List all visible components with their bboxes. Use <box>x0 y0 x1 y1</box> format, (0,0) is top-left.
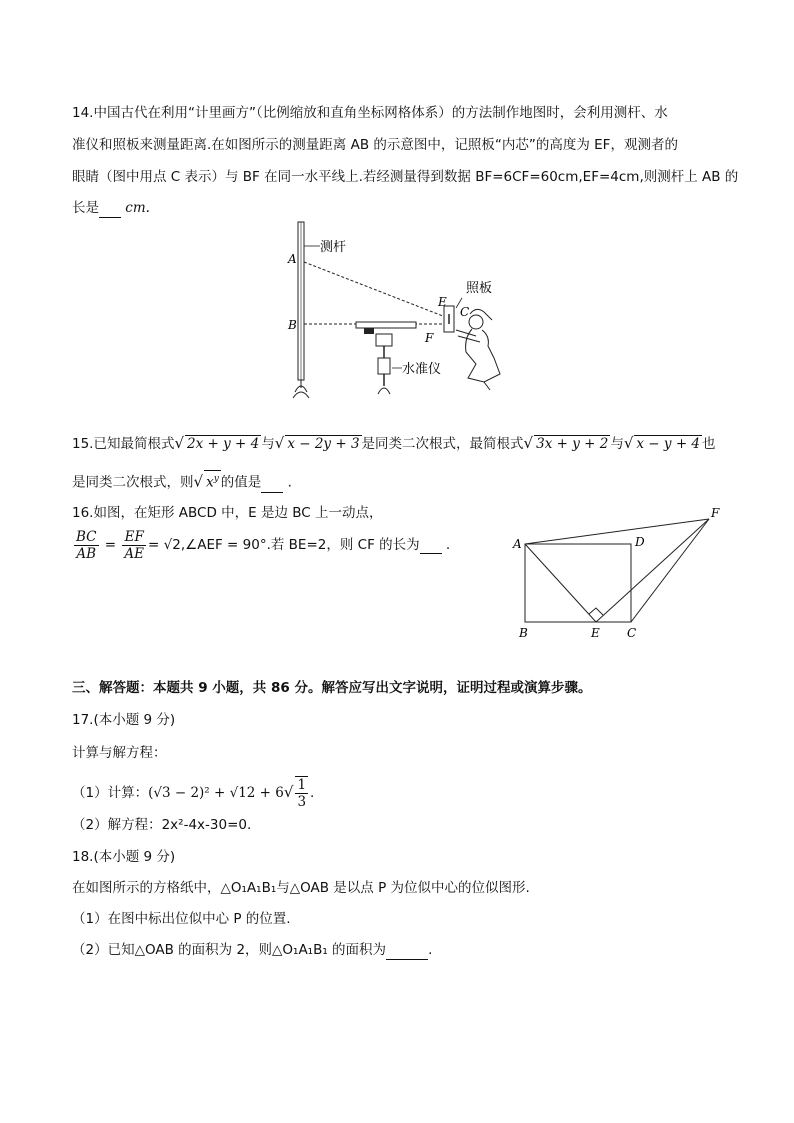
fraction-ef-ae <box>122 529 146 562</box>
q18-title: 18.(本小题 9 分) <box>72 849 176 865</box>
point-E-label: E <box>438 295 447 309</box>
q15-line1 <box>72 433 716 454</box>
point-D-label: D <box>635 535 645 549</box>
frac-den: 3 <box>297 794 307 810</box>
q18-part2 <box>72 940 432 960</box>
frac-num: 1 <box>297 777 307 793</box>
point-C-label: C <box>627 626 637 640</box>
q14-line3: 眼睛（图中用点 C 表示）与 BF 在同一水平线上.若经测量得到数据 BF=6CF=60cm,EF=4cm,则测杆上 AB 的 <box>72 169 739 185</box>
frac1-den: AB <box>76 545 97 562</box>
radical-sign: √ <box>274 434 285 452</box>
radicand-3: 3x + y + 2 <box>536 436 609 452</box>
radicand-2: x − 2y + 3 <box>287 436 360 452</box>
measuring-rod <box>293 222 309 398</box>
board-label: 照板 <box>466 281 493 296</box>
q14-prefix: 长是 <box>72 200 99 216</box>
q16-line2: $\frac{BC}{AB}$ = $\frac{EF}{AE}$ = √2,∠AEF = 90°.若 BE=2，则 CF 的长为 . <box>76 528 451 562</box>
point-B-label: B <box>519 626 528 640</box>
radical-sign: √ <box>523 434 534 452</box>
level-label: 水准仪 <box>402 362 442 377</box>
q17-expression: (√3 − 2)² + √12 + 6 <box>148 785 284 801</box>
frac1-num: BC <box>76 528 97 545</box>
answer-blank-14[interactable] <box>99 217 121 218</box>
q15-line2-suffix: 的值是 <box>220 474 262 491</box>
point-B-label: B <box>288 318 297 332</box>
q15-text-5: 也 <box>702 436 716 452</box>
fraction-bc-ab <box>74 529 99 562</box>
segment-EF <box>596 519 709 622</box>
q15-line2 <box>72 470 292 493</box>
radicand-1: 2x + y + 4 <box>187 436 260 452</box>
q15-line2-prefix: 是同类二次根式，则 <box>72 474 194 491</box>
point-A-label: A <box>288 252 297 266</box>
point-A-label: A <box>513 537 522 551</box>
q17-part1-end: . <box>310 785 315 801</box>
radical-sign: √ <box>174 434 185 452</box>
answer-blank-15[interactable] <box>261 492 283 493</box>
q18-part1: （1）在图中标出位似中心 P 的位置. <box>72 911 291 927</box>
q16-condition: = √2,∠AEF = 90°.若 BE=2，则 CF 的长为 <box>148 537 420 553</box>
radical-sign: √ <box>623 434 634 452</box>
sighting-board <box>444 306 454 332</box>
q18-part2-prefix: （2）已知△OAB 的面积为 2，则△O₁A₁B₁ 的面积为 <box>72 942 387 958</box>
q14-line4 <box>72 198 150 218</box>
radicand-4: x − y + 4 <box>636 436 701 452</box>
answer-blank-16[interactable] <box>420 553 442 554</box>
q15-line2-end: . <box>287 474 292 491</box>
q17-part1 <box>72 775 314 810</box>
point-F-label: F <box>425 331 434 345</box>
q17-part1-prefix: （1）计算： <box>72 785 149 801</box>
radicand-5 <box>204 470 221 491</box>
radical-sign: √ <box>193 472 204 491</box>
frac2-den: AE <box>124 545 145 562</box>
right-angle-mark <box>589 608 603 615</box>
sight-line-AE <box>304 262 448 318</box>
fraction-one-third <box>295 776 308 810</box>
segment-AF <box>525 519 709 544</box>
q17-part2: （2）解方程：2x²-4x-30=0. <box>72 817 252 833</box>
q15-text-2: 与 <box>261 436 275 452</box>
q14-unit: cm. <box>125 200 150 216</box>
figure-14-measurement <box>280 218 520 403</box>
point-F-label: F <box>711 506 720 520</box>
point-C-label: C <box>460 305 470 319</box>
q18-part2-end: . <box>428 942 433 958</box>
section-3-heading: 三、解答题：本题共 9 小题，共 86 分。解答应写出文字说明，证明过程或演算步骤。 <box>72 680 592 696</box>
figure-16-rectangle <box>505 500 735 645</box>
q14-line2: 准仪和照板来测量距离.在如图所示的测量距离 AB 的示意图中，记照板“内芯”的高度为 EF，观测者的 <box>72 137 678 153</box>
rod-label: 测杆 <box>320 240 347 255</box>
q17-title: 17.(本小题 9 分) <box>72 712 176 728</box>
level-instrument <box>356 322 416 394</box>
segment-AE <box>525 544 596 622</box>
radical-sign: √ <box>283 783 294 801</box>
q16-end: . <box>445 537 451 553</box>
radicand-5-base: x <box>206 474 214 491</box>
q15-text-4: 与 <box>610 436 624 452</box>
observer-figure <box>456 309 500 390</box>
q15-text-1: 15.已知最简根式 <box>72 436 175 452</box>
q14-line1: 14.中国古代在利用“计里画方”（比例缩放和直角坐标网格体系）的方法制作地图时，会利用测杆、水 <box>72 105 668 121</box>
frac2-num: EF <box>122 529 146 546</box>
q15-text-3: 是同类二次根式，最简根式 <box>361 436 524 452</box>
answer-blank-18[interactable] <box>386 959 428 960</box>
radicand-5-exponent: y <box>213 474 219 484</box>
rectangle-ABCD <box>525 544 631 622</box>
q17-intro: 计算与解方程： <box>72 745 167 761</box>
point-E-label: E <box>591 626 600 640</box>
q16-line1: 16.如图，在矩形 ABCD 中，E 是边 BC 上一动点， <box>72 505 383 521</box>
q18-intro: 在如图所示的方格纸中，△O₁A₁B₁与△OAB 是以点 P 为位似中心的位似图形. <box>72 880 530 896</box>
